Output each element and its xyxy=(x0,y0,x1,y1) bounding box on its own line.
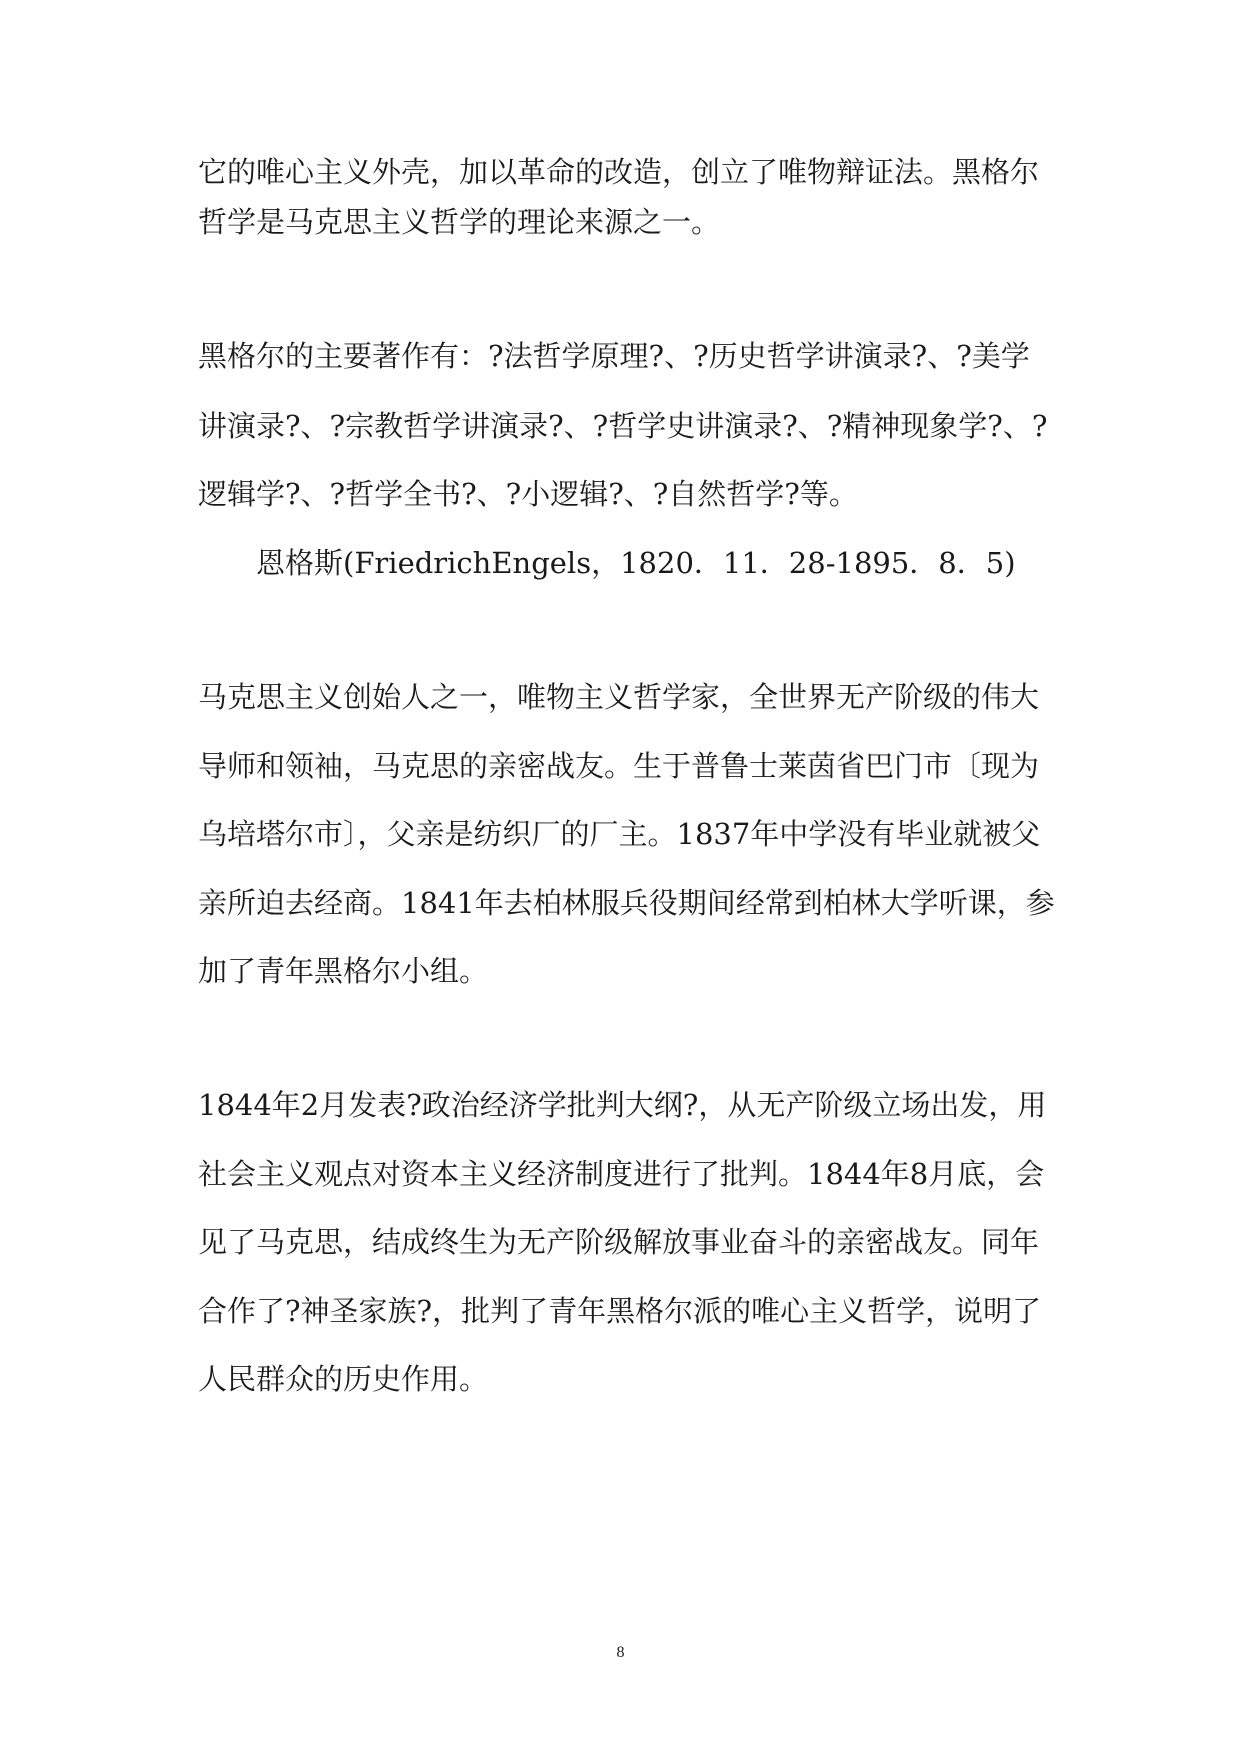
text-line: 逻辑学?、?哲学全书?、?小逻辑?、?自然哲学?等。 xyxy=(198,477,858,511)
text-line: 讲演录?、?宗教哲学讲演录?、?哲学史讲演录?、?精神现象学?、? xyxy=(198,409,1048,443)
text-line: 合作了?神圣家族?，批判了青年黑格尔派的唯心主义哲学，说明了 xyxy=(198,1294,1042,1328)
text-line: 马克思主义创始人之一，唯物主义哲学家，全世界无产阶级的伟大 xyxy=(198,680,1040,714)
text-line: 加了青年黑格尔小组。 xyxy=(198,954,489,988)
page-number: 8 xyxy=(616,1644,625,1661)
text-line: 人民群众的历史作用。 xyxy=(198,1362,489,1396)
text-line: 乌培塔尔市〕，父亲是纺织厂的厂主。1837年中学没有毕业就被父 xyxy=(198,817,1041,851)
text-line: 见了马克思，结成终生为无产阶级解放事业奋斗的亲密战友。同年 xyxy=(198,1225,1040,1259)
text-line: 哲学是马克思主义哲学的理论来源之一。 xyxy=(198,205,721,239)
text-line: 黑格尔的主要著作有：?法哲学原理?、?历史哲学讲演录?、?美学 xyxy=(198,339,1030,373)
engels-heading-line: 恩格斯(FriedrichEngels，1820．11．28-1895．8．5) xyxy=(256,546,1016,580)
text-line: 导师和领袖，马克思的亲密战友。生于普鲁士莱茵省巴门市〔现为 xyxy=(198,749,1040,783)
text-line: 亲所迫去经商。1841年去柏林服兵役期间经常到柏林大学听课，参 xyxy=(198,886,1055,920)
text-line: 它的唯心主义外壳，加以革命的改造，创立了唯物辩证法。黑格尔 xyxy=(198,155,1040,189)
text-line: 社会主义观点对资本主义经济制度进行了批判。1844年8月底，会 xyxy=(198,1157,1045,1191)
text-line: 1844年2月发表?政治经济学批判大纲?，从无产阶级立场出发，用 xyxy=(198,1088,1047,1122)
